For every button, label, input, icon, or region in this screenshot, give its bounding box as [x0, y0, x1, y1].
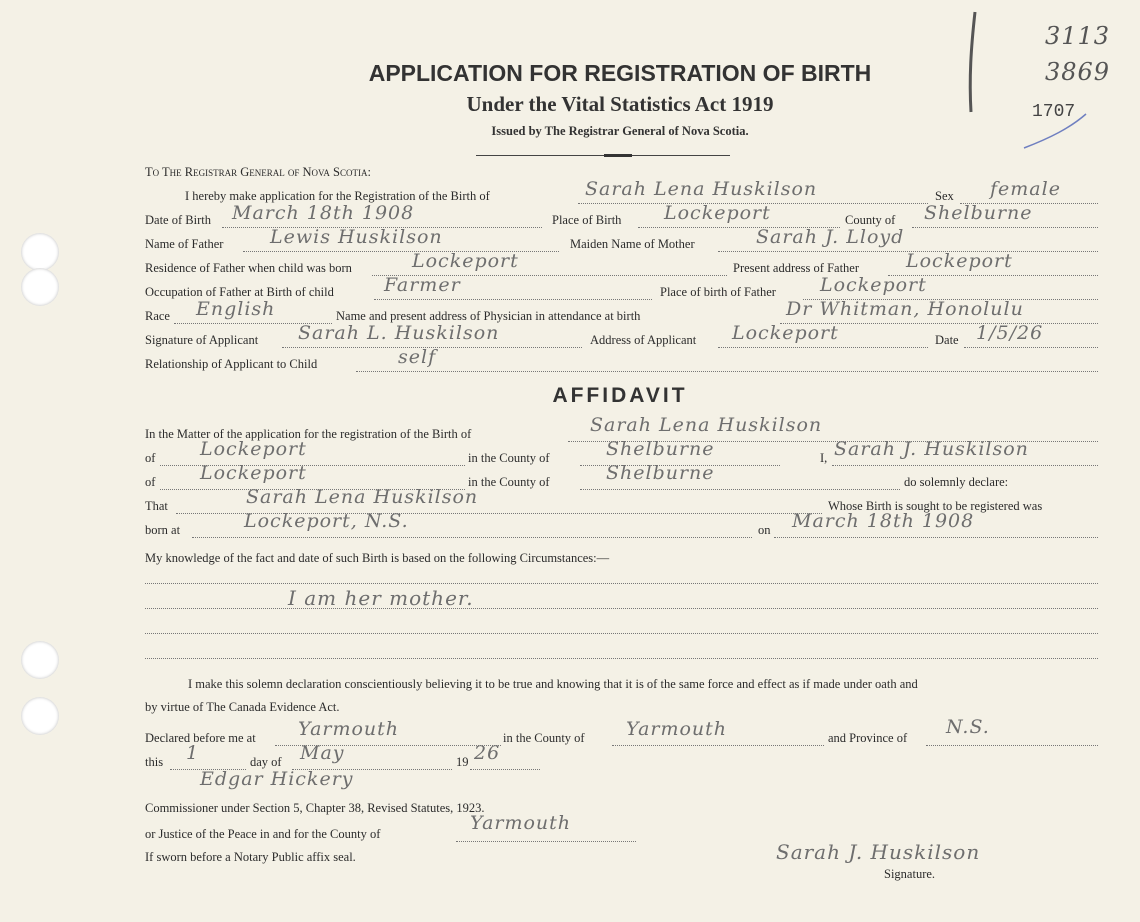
race-label: Race — [145, 309, 170, 323]
circumstances-value: I am her mother. — [288, 586, 474, 610]
commissioner-signature: Edgar Hickery — [200, 768, 354, 790]
physician-value: Dr Whitman, Honolulu — [786, 298, 1024, 320]
county-label-1: in the County of — [468, 451, 550, 465]
corner-number-1: 3113 — [1045, 22, 1111, 50]
aff-on-value: March 18th 1908 — [792, 510, 975, 532]
notary-label: If sworn before a Notary Public affix seal. — [145, 850, 356, 864]
signature-label: Signature. — [884, 867, 936, 881]
county-value: Shelburne — [924, 202, 1033, 224]
declaration-line-1: I make this solemn declaration conscientiously believing it to be true and knowing that it is of the same force and effect as if made under oath and — [188, 677, 918, 691]
month-value: May — [300, 742, 345, 764]
relationship-value: self — [398, 346, 437, 368]
justice-county-value: Yarmouth — [470, 812, 572, 834]
relationship-label: Relationship of Applicant to Child — [145, 357, 318, 371]
occupation-value: Farmer — [384, 274, 461, 296]
applicant-address-label: Address of Applicant — [590, 333, 697, 347]
aff-county2-value: Shelburne — [606, 462, 715, 484]
punch-hole — [21, 233, 59, 271]
date-label: Date — [935, 333, 959, 347]
day-of-label: day of — [250, 755, 282, 769]
hereby-label: I hereby make application for the Registration of the Birth of — [185, 189, 490, 203]
father-pob-label: Place of birth of Father — [660, 285, 776, 299]
form-title: APPLICATION FOR REGISTRATION OF BIRTH — [368, 60, 872, 86]
declaration-line-2: by virtue of The Canada Evidence Act. — [145, 700, 340, 714]
pob-value: Lockeport — [664, 202, 771, 224]
form-issued-by: Issued by The Registrar General of Nova Scotia. — [491, 124, 749, 138]
corner-number-2: 3869 — [1045, 58, 1111, 86]
on-label: on — [758, 523, 771, 537]
county-label-2: in the County of — [468, 475, 550, 489]
declared-at-value: Yarmouth — [298, 718, 400, 740]
justice-label: or Justice of the Peace in and for the County of — [145, 827, 381, 841]
present-address-label: Present address of Father — [733, 261, 860, 275]
declared-county-value: Yarmouth — [626, 718, 728, 740]
father-label: Name of Father — [145, 237, 224, 251]
aff-of1-value: Lockeport — [200, 438, 307, 460]
aff-child-value: Sarah Lena Huskilson — [590, 414, 823, 436]
form-subtitle: Under the Vital Statistics Act 1919 — [466, 92, 774, 116]
declarant-signature: Sarah J. Huskilson — [776, 840, 981, 864]
born-at-label: born at — [145, 523, 181, 537]
province-label: and Province of — [828, 731, 908, 745]
aff-born-at-value: Lockeport, N.S. — [244, 510, 409, 532]
dob-label: Date of Birth — [145, 213, 211, 227]
present-address-value: Lockeport — [906, 250, 1013, 272]
province-value: N.S. — [946, 716, 990, 738]
sex-label: Sex — [935, 189, 954, 203]
punch-hole — [21, 697, 59, 735]
father-pob-value: Lockeport — [820, 274, 927, 296]
solemnly-label: do solemnly declare: — [904, 475, 1009, 489]
this-label: this — [145, 755, 164, 769]
applicant-address-value: Lockeport — [732, 322, 839, 344]
applicant-signature-value: Sarah L. Huskilson — [298, 322, 500, 344]
mother-value: Sarah J. Lloyd — [756, 226, 905, 248]
mother-label: Maiden Name of Mother — [570, 237, 695, 251]
punch-hole — [21, 641, 59, 679]
aff-of2-value: Lockeport — [200, 462, 307, 484]
year-prefix: 19 — [456, 755, 469, 769]
race-value: English — [196, 298, 276, 320]
residence-label: Residence of Father when child was born — [145, 261, 352, 275]
father-value: Lewis Huskilson — [270, 226, 443, 248]
i-label: I, — [820, 451, 828, 465]
applicant-signature-label: Signature of Applicant — [145, 333, 259, 347]
commissioner-label: Commissioner under Section 5, Chapter 38, Revised Statutes, 1923. — [145, 801, 485, 815]
sex-value: female — [990, 178, 1061, 200]
aff-that-value: Sarah Lena Huskilson — [246, 486, 479, 508]
dob-value: March 18th 1908 — [232, 202, 415, 224]
whose-birth-label: Whose Birth is sought to be registered was — [828, 499, 1043, 513]
corner-stamp-number: 1707 — [1032, 102, 1076, 122]
date-value: 1/5/26 — [976, 322, 1044, 344]
affidavit-title: AFFIDAVIT — [552, 384, 688, 407]
punch-hole — [21, 268, 59, 306]
header-rule — [476, 155, 730, 156]
aff-declarant-value: Sarah J. Huskilson — [834, 438, 1029, 460]
year-value: 26 — [474, 742, 501, 764]
pob-label: Place of Birth — [552, 213, 622, 227]
matter-label-text: In the Matter of the application for the registration of the Birth of — [145, 427, 472, 441]
physician-label: Name and present address of Physician in attendance at birth — [336, 309, 641, 323]
declared-county-label: in the County of — [503, 731, 585, 745]
that-label: That — [145, 499, 168, 513]
child-name-value: Sarah Lena Huskilson — [585, 178, 818, 200]
residence-value: Lockeport — [412, 250, 519, 272]
of-label-2: of — [145, 475, 156, 489]
county-label: County of — [845, 213, 896, 227]
header-rule-center — [604, 154, 632, 157]
of-label-1: of — [145, 451, 156, 465]
aff-county1-value: Shelburne — [606, 438, 715, 460]
knowledge-label: My knowledge of the fact and date of such Birth is based on the following Circumstances:— — [145, 551, 610, 565]
matter-label — [145, 427, 471, 442]
addressee: To The Registrar General of Nova Scotia: — [145, 165, 371, 179]
occupation-label: Occupation of Father at Birth of child — [145, 285, 334, 299]
day-value: 1 — [186, 742, 200, 764]
declared-label: Declared before me at — [145, 731, 256, 745]
